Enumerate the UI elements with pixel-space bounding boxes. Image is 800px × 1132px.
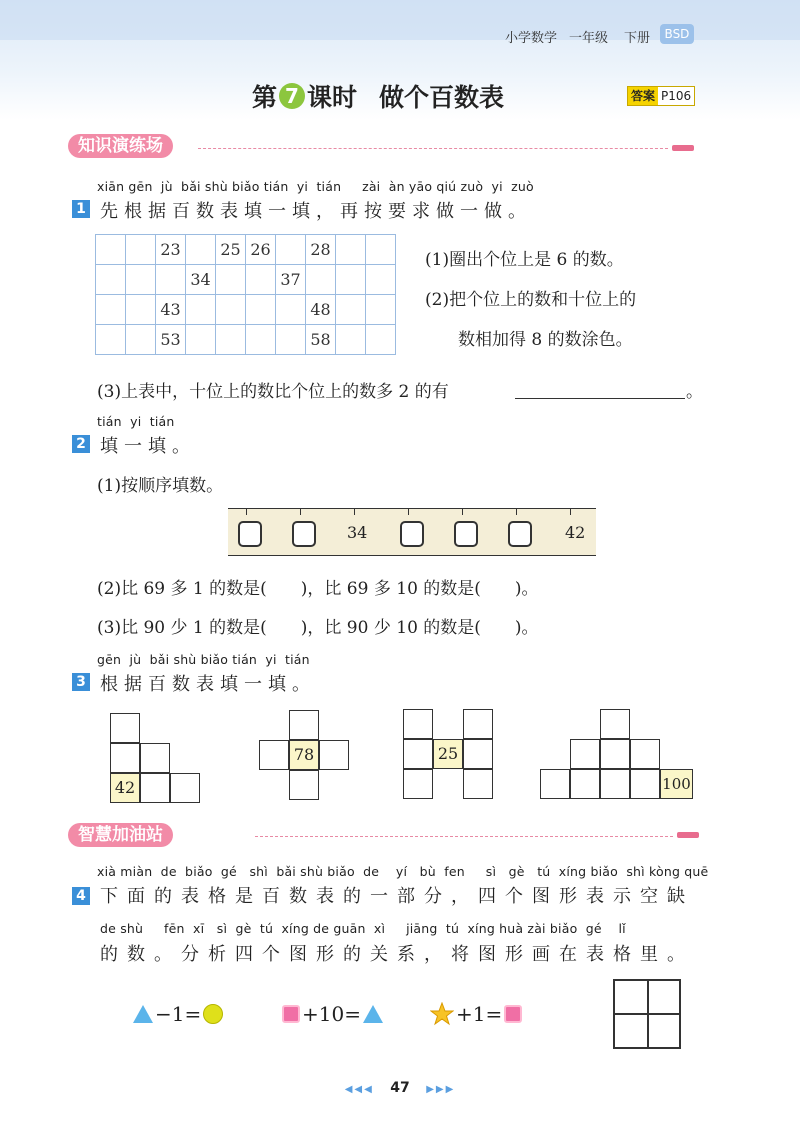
shape-cell[interactable] <box>600 769 630 799</box>
arrows-right-icon: ▶▶▶ <box>426 1084 456 1095</box>
header-volume: 下册 <box>624 31 651 46</box>
equation-3-op: +1= <box>456 1002 503 1026</box>
section-knowledge-practice: 知识演练场 <box>68 134 173 158</box>
equation-2-op: +10= <box>302 1002 361 1026</box>
q2-text: 填一填。 <box>100 436 196 457</box>
shape-cell[interactable] <box>403 739 433 769</box>
grid-cell[interactable] <box>186 325 216 355</box>
grid-cell[interactable] <box>96 265 126 295</box>
shape-value: 78 <box>293 745 315 764</box>
grid-cell[interactable] <box>336 295 366 325</box>
equation-2 <box>282 1002 383 1026</box>
grid-cell[interactable] <box>126 295 156 325</box>
grid-cell[interactable] <box>276 325 306 355</box>
grid-cell[interactable] <box>126 325 156 355</box>
shape-cell[interactable] <box>403 769 433 799</box>
shape-cell[interactable] <box>540 769 570 799</box>
q1-sub2a: (2)把个位上的数和十位上的 <box>425 290 637 310</box>
star-icon <box>430 1002 454 1026</box>
grid-cell[interactable] <box>366 325 396 355</box>
header-grade: 一年级 <box>569 31 609 46</box>
q4-pinyin-1: xià miàn de biǎo gé shì bǎi shù biǎo de yí bù fen sì gè tú xíng biǎo shì kòng quē <box>97 864 709 879</box>
q1-sub3-end: 。 <box>686 382 703 402</box>
q2-pinyin: tián yi tián <box>97 414 175 429</box>
q3-text: 根据百数表填一填。 <box>100 674 316 695</box>
ruler-blank-box[interactable] <box>400 521 424 547</box>
grid-cell: 53 <box>156 325 186 355</box>
q4-text-1: 下面的表格是百数表的一部分，四个图形表示空缺 <box>100 886 694 907</box>
page-footer <box>0 1080 800 1096</box>
shape-cell[interactable] <box>319 740 349 770</box>
q1-pinyin: xiān gēn jù bǎi shù biǎo tián yi tián zài àn yāo qiú zuò yi zuò <box>97 179 534 194</box>
grid-cell[interactable] <box>186 235 216 265</box>
q4-number: 4 <box>72 887 90 905</box>
title-suffix: 课时 <box>307 83 358 112</box>
hundred-chart-table <box>95 234 396 355</box>
grid-row <box>96 235 396 265</box>
shape-cell[interactable] <box>600 739 630 769</box>
q1-number: 1 <box>72 200 90 218</box>
grid-cell[interactable] <box>186 295 216 325</box>
section-wisdom-station: 智慧加油站 <box>68 823 173 847</box>
shape-cell[interactable] <box>289 710 319 740</box>
title-name: 做个百数表 <box>379 83 505 112</box>
section-divider <box>255 836 673 837</box>
triangle-icon <box>363 1005 383 1023</box>
square-icon <box>504 1005 522 1023</box>
grid-row <box>96 325 396 355</box>
shape-cell[interactable] <box>463 769 493 799</box>
ruler-blank-box[interactable] <box>238 521 262 547</box>
pencil-icon <box>672 145 694 151</box>
q1-sub1: (1)圈出个位上是 6 的数。 <box>425 250 624 270</box>
shape-cell[interactable] <box>289 770 319 800</box>
grid-row <box>96 295 396 325</box>
grid-cell[interactable] <box>366 265 396 295</box>
ruler-value: 34 <box>347 523 368 542</box>
ruler-value: 42 <box>565 523 586 542</box>
grid-cell[interactable] <box>276 235 306 265</box>
square-icon <box>282 1005 300 1023</box>
title-prefix: 第 <box>252 83 278 112</box>
shape-cell[interactable] <box>110 743 140 773</box>
circle-icon <box>203 1004 223 1024</box>
q4-pinyin-2: de shù fēn xī sì gè tú xíng de guān xì jiāng tú xíng huà zài biǎo gé lǐ <box>100 921 626 936</box>
shape-cell[interactable] <box>463 739 493 769</box>
shape-value: 100 <box>662 775 691 793</box>
grid-cell[interactable] <box>276 295 306 325</box>
grid-cell: 34 <box>186 265 216 295</box>
shape-cell[interactable] <box>140 743 170 773</box>
grid-cell[interactable] <box>216 295 246 325</box>
shape-cell[interactable] <box>570 739 600 769</box>
q4-text-2: 的数。分析四个图形的关系，将图形画在表格里。 <box>100 944 694 965</box>
answer-page: P106 <box>658 87 694 105</box>
shape-cell[interactable] <box>463 709 493 739</box>
edition-badge: BSD <box>660 24 694 44</box>
q1-sub3: (3)上表中，十位上的数比个位上的数多 2 的有 <box>97 382 449 402</box>
ruler-blank-box[interactable] <box>292 521 316 547</box>
shape-cell[interactable] <box>630 739 660 769</box>
grid-cell[interactable] <box>96 295 126 325</box>
equation-1 <box>133 1002 223 1026</box>
grid-cell: 48 <box>306 295 336 325</box>
grid-cell[interactable] <box>156 265 186 295</box>
grid-cell[interactable] <box>246 325 276 355</box>
shape-cell[interactable] <box>600 709 630 739</box>
shape-cell[interactable] <box>170 773 200 803</box>
q1-answer-blank[interactable] <box>515 398 685 399</box>
q2-sub1: (1)按顺序填数。 <box>97 476 224 496</box>
number-line-strip <box>228 508 596 556</box>
q3-number: 3 <box>72 673 90 691</box>
shape-cell[interactable] <box>403 709 433 739</box>
answer-label: 答案 <box>628 87 658 105</box>
q1-text: 先根据百数表填一填，再按要求做一做。 <box>100 201 532 222</box>
grid-cell: 23 <box>156 235 186 265</box>
equation-1-op: −1= <box>155 1002 202 1026</box>
q2-sub2: (2)比 69 多 1 的数是( )，比 69 多 10 的数是( )。 <box>97 579 539 599</box>
shape-cell[interactable] <box>140 773 170 803</box>
grid-cell[interactable] <box>366 235 396 265</box>
grid-cell[interactable] <box>336 235 366 265</box>
grid-cell: 43 <box>156 295 186 325</box>
grid-cell[interactable] <box>216 325 246 355</box>
grid-cell[interactable] <box>246 295 276 325</box>
pencil-icon <box>677 832 699 838</box>
page-number: 47 <box>390 1080 410 1096</box>
ruler-blank-box[interactable] <box>508 521 532 547</box>
q3-pinyin: gēn jù bǎi shù biǎo tián yi tián <box>97 652 310 667</box>
page-title <box>252 78 504 114</box>
grid-cell: 25 <box>216 235 246 265</box>
triangle-icon <box>133 1005 153 1023</box>
grid-cell[interactable] <box>306 265 336 295</box>
grid-cell: 37 <box>276 265 306 295</box>
grid-cell[interactable] <box>246 265 276 295</box>
grid-cell: 26 <box>246 235 276 265</box>
shape-cell[interactable] <box>110 713 140 743</box>
shape-value: 25 <box>437 744 459 763</box>
grid-cell[interactable] <box>126 265 156 295</box>
q2-number: 2 <box>72 435 90 453</box>
grid-row <box>96 265 396 295</box>
shape-cell[interactable] <box>630 769 660 799</box>
header-subject: 小学数学 <box>505 31 558 46</box>
section-divider <box>198 148 668 149</box>
q1-sub2b: 数相加得 8 的数涂色。 <box>458 330 633 350</box>
answer-reference <box>627 86 695 106</box>
shape-value: 42 <box>114 778 136 797</box>
grid-cell[interactable] <box>336 325 366 355</box>
ruler-blank-box[interactable] <box>454 521 478 547</box>
shape-cell[interactable] <box>570 769 600 799</box>
equation-3 <box>430 1002 522 1026</box>
shape-cell[interactable] <box>259 740 289 770</box>
grid-cell[interactable] <box>216 265 246 295</box>
arrows-left-icon: ◀◀◀ <box>344 1084 374 1095</box>
grid-cell[interactable] <box>336 265 366 295</box>
grid-cell[interactable] <box>366 295 396 325</box>
grid-cell[interactable] <box>126 235 156 265</box>
grid-cell: 58 <box>306 325 336 355</box>
lesson-number: 7 <box>279 83 305 109</box>
grid-cell: 28 <box>306 235 336 265</box>
grid-cell[interactable] <box>96 325 126 355</box>
q2-sub3: (3)比 90 少 1 的数是( )，比 90 少 10 的数是( )。 <box>97 618 539 638</box>
grid-cell[interactable] <box>96 235 126 265</box>
